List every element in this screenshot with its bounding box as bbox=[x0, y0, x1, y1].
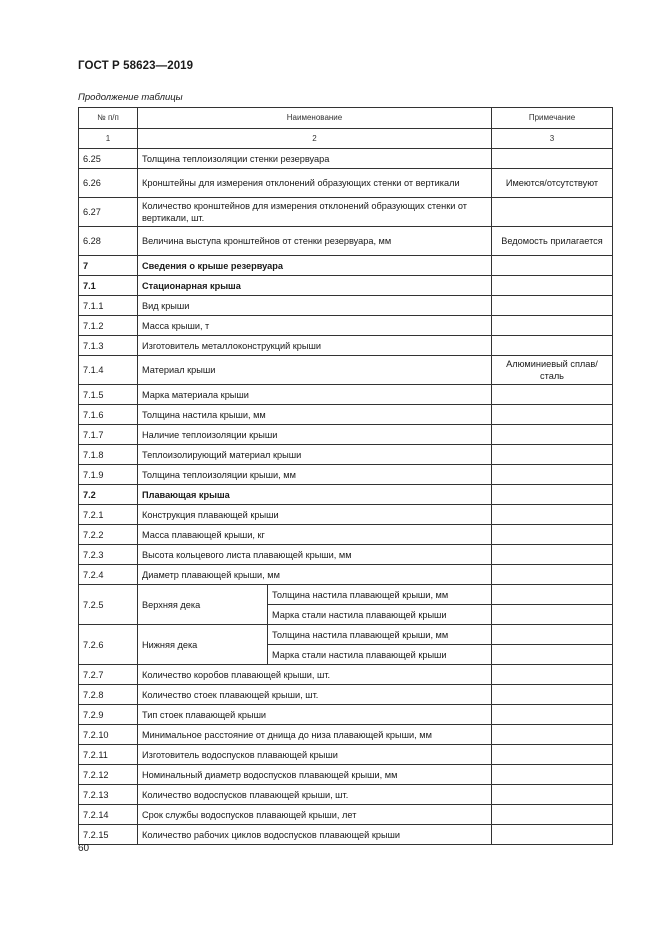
column-header-name: Наименование bbox=[138, 108, 492, 129]
table-caption: Продолжение таблицы bbox=[78, 92, 183, 103]
table-row bbox=[79, 276, 613, 296]
row-name: Срок службы водоспусков плавающей крыши, лет bbox=[138, 805, 492, 825]
column-number-2: 2 bbox=[138, 129, 492, 149]
row-name: Верхняя дека bbox=[138, 585, 268, 625]
table-row bbox=[79, 385, 613, 405]
row-number: 7.2.12 bbox=[79, 765, 138, 785]
table-row bbox=[79, 425, 613, 445]
row-number: 7.2.10 bbox=[79, 725, 138, 745]
row-name: Номинальный диаметр водоспусков плавающей крыши, мм bbox=[138, 765, 492, 785]
row-name: Толщина теплоизоляции крыши, мм bbox=[138, 465, 492, 485]
column-number-1: 1 bbox=[79, 129, 138, 149]
row-note bbox=[492, 765, 613, 785]
row-number: 7.2.9 bbox=[79, 705, 138, 725]
table-row bbox=[79, 745, 613, 765]
table-row bbox=[79, 169, 613, 198]
page-number: 60 bbox=[78, 843, 90, 854]
row-number: 7.1.7 bbox=[79, 425, 138, 445]
row-name: Материал крыши bbox=[138, 356, 492, 385]
row-subname: Толщина настила плавающей крыши, мм bbox=[268, 625, 492, 645]
row-number: 7.2.11 bbox=[79, 745, 138, 765]
row-note: Ведомость прилагается bbox=[492, 227, 613, 256]
row-number: 7.2.4 bbox=[79, 565, 138, 585]
row-note bbox=[492, 276, 613, 296]
table-row bbox=[79, 545, 613, 565]
row-note bbox=[492, 485, 613, 505]
row-note bbox=[492, 745, 613, 765]
row-note bbox=[492, 665, 613, 685]
row-name: Количество стоек плавающей крыши, шт. bbox=[138, 685, 492, 705]
row-number: 7.2.2 bbox=[79, 525, 138, 545]
table-row bbox=[79, 825, 613, 845]
row-number: 7.1.6 bbox=[79, 405, 138, 425]
table-row bbox=[79, 445, 613, 465]
row-name: Количество коробов плавающей крыши, шт. bbox=[138, 665, 492, 685]
row-note bbox=[492, 385, 613, 405]
row-note bbox=[492, 805, 613, 825]
row-number: 7.1.9 bbox=[79, 465, 138, 485]
row-note bbox=[492, 198, 613, 227]
table-row bbox=[79, 785, 613, 805]
row-note bbox=[492, 565, 613, 585]
row-number: 7.1.2 bbox=[79, 316, 138, 336]
row-name: Теплоизолирующий материал крыши bbox=[138, 445, 492, 465]
row-name: Масса плавающей крыши, кг bbox=[138, 525, 492, 545]
row-number: 7.2.14 bbox=[79, 805, 138, 825]
table-row bbox=[79, 336, 613, 356]
table-row bbox=[79, 198, 613, 227]
table-row bbox=[79, 256, 613, 276]
row-number: 7.1.3 bbox=[79, 336, 138, 356]
row-number: 6.27 bbox=[79, 198, 138, 227]
row-name: Масса крыши, т bbox=[138, 316, 492, 336]
data-table bbox=[78, 107, 613, 845]
document-code: ГОСТ Р 58623—2019 bbox=[78, 60, 194, 72]
row-number: 6.25 bbox=[79, 149, 138, 169]
row-note bbox=[492, 625, 613, 645]
row-name: Сведения о крыше резервуара bbox=[138, 256, 492, 276]
row-number: 7.2.7 bbox=[79, 665, 138, 685]
row-name: Кронштейны для измерения отклонений образующих стенки от вертикали bbox=[138, 169, 492, 198]
row-note bbox=[492, 316, 613, 336]
row-subname: Марка стали настила плавающей крыши bbox=[268, 605, 492, 625]
row-note bbox=[492, 645, 613, 665]
row-number: 7.1.1 bbox=[79, 296, 138, 316]
column-number-row bbox=[79, 129, 613, 149]
row-name: Конструкция плавающей крыши bbox=[138, 505, 492, 525]
table-row bbox=[79, 565, 613, 585]
table-row bbox=[79, 725, 613, 745]
row-note bbox=[492, 825, 613, 845]
row-number: 7 bbox=[79, 256, 138, 276]
row-note bbox=[492, 405, 613, 425]
row-name: Количество водоспусков плавающей крыши, шт. bbox=[138, 785, 492, 805]
row-number: 7.2.15 bbox=[79, 825, 138, 845]
row-name: Изготовитель водоспусков плавающей крыши bbox=[138, 745, 492, 765]
row-name: Диаметр плавающей крыши, мм bbox=[138, 565, 492, 585]
row-subname: Толщина настила плавающей крыши, мм bbox=[268, 585, 492, 605]
table-row bbox=[79, 316, 613, 336]
column-header-note: Примечание bbox=[492, 108, 613, 129]
table-row bbox=[79, 665, 613, 685]
row-number: 7.2.8 bbox=[79, 685, 138, 705]
row-number: 7.2.5 bbox=[79, 585, 138, 625]
row-number: 7.2.3 bbox=[79, 545, 138, 565]
row-number: 7.1.8 bbox=[79, 445, 138, 465]
row-name: Тип стоек плавающей крыши bbox=[138, 705, 492, 725]
row-name: Количество рабочих циклов водоспусков плавающей крыши bbox=[138, 825, 492, 845]
table-row bbox=[79, 405, 613, 425]
column-header-number: № п/п bbox=[79, 108, 138, 129]
row-note bbox=[492, 336, 613, 356]
column-number-3: 3 bbox=[492, 129, 613, 149]
row-note: Алюминиевый сплав/сталь bbox=[492, 356, 613, 385]
table-row bbox=[79, 485, 613, 505]
row-note bbox=[492, 256, 613, 276]
row-number: 7.1.5 bbox=[79, 385, 138, 405]
row-note bbox=[492, 505, 613, 525]
row-note bbox=[492, 585, 613, 605]
row-name: Марка материала крыши bbox=[138, 385, 492, 405]
row-number: 7.2.1 bbox=[79, 505, 138, 525]
row-note bbox=[492, 545, 613, 565]
row-note bbox=[492, 149, 613, 169]
table-row bbox=[79, 685, 613, 705]
row-number: 7.1.4 bbox=[79, 356, 138, 385]
row-number: 6.26 bbox=[79, 169, 138, 198]
table-row bbox=[79, 805, 613, 825]
row-note bbox=[492, 785, 613, 805]
table-row bbox=[79, 296, 613, 316]
table-row bbox=[79, 705, 613, 725]
row-name: Плавающая крыша bbox=[138, 485, 492, 505]
row-note bbox=[492, 525, 613, 545]
table-row bbox=[79, 585, 613, 605]
row-name: Стационарная крыша bbox=[138, 276, 492, 296]
row-note bbox=[492, 705, 613, 725]
row-subname: Марка стали настила плавающей крыши bbox=[268, 645, 492, 665]
table-row bbox=[79, 356, 613, 385]
row-note bbox=[492, 605, 613, 625]
row-note bbox=[492, 465, 613, 485]
table-row bbox=[79, 505, 613, 525]
row-name: Наличие теплоизоляции крыши bbox=[138, 425, 492, 445]
row-note bbox=[492, 296, 613, 316]
row-number: 7.2.13 bbox=[79, 785, 138, 805]
table-row bbox=[79, 525, 613, 545]
row-name: Величина выступа кронштейнов от стенки резервуара, мм bbox=[138, 227, 492, 256]
row-note bbox=[492, 725, 613, 745]
row-name: Высота кольцевого листа плавающей крыши, мм bbox=[138, 545, 492, 565]
row-number: 7.2.6 bbox=[79, 625, 138, 665]
row-note: Имеются/отсутствуют bbox=[492, 169, 613, 198]
table-body bbox=[79, 149, 613, 845]
row-name: Толщина теплоизоляции стенки резервуара bbox=[138, 149, 492, 169]
row-number: 6.28 bbox=[79, 227, 138, 256]
table-row bbox=[79, 765, 613, 785]
row-name: Толщина настила крыши, мм bbox=[138, 405, 492, 425]
table-row bbox=[79, 227, 613, 256]
row-name: Нижняя дека bbox=[138, 625, 268, 665]
row-name: Минимальное расстояние от днища до низа плавающей крыши, мм bbox=[138, 725, 492, 745]
row-note bbox=[492, 425, 613, 445]
table-row bbox=[79, 149, 613, 169]
row-number: 7.1 bbox=[79, 276, 138, 296]
table-header-row bbox=[79, 108, 613, 129]
row-note bbox=[492, 445, 613, 465]
table-row bbox=[79, 625, 613, 645]
row-note bbox=[492, 685, 613, 705]
row-name: Изготовитель металлоконструкций крыши bbox=[138, 336, 492, 356]
table-row bbox=[79, 465, 613, 485]
row-name: Вид крыши bbox=[138, 296, 492, 316]
row-name: Количество кронштейнов для измерения отклонений образующих стенки от вертикали, шт. bbox=[138, 198, 492, 227]
row-number: 7.2 bbox=[79, 485, 138, 505]
